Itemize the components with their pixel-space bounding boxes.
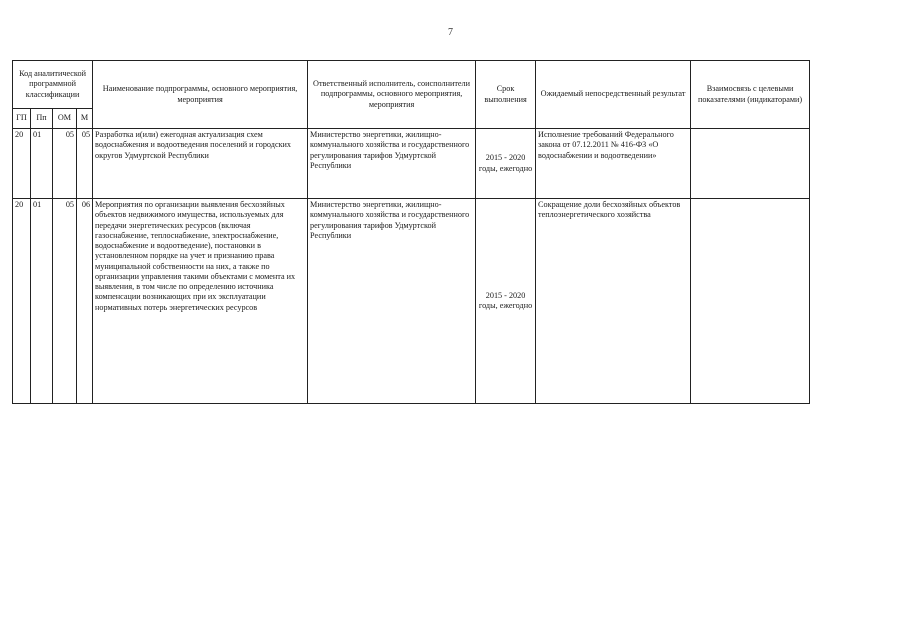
cell-term: 2015 - 2020 годы, ежегодно [476,199,536,404]
header-relation: Взаимосвязь с целевыми показателями (индикаторами) [691,61,810,129]
table-header-row [13,61,810,109]
header-result: Ожидаемый непосредственный результат [536,61,691,129]
cell-gp: 20 [13,129,31,199]
program-activities-table [12,60,810,404]
cell-om: 05 [53,199,77,404]
header-name: Наименование подпрограммы, основного мероприятия, мероприятия [93,61,308,129]
cell-term: 2015 - 2020 годы, ежегодно [476,129,536,199]
cell-pp: 01 [31,129,53,199]
header-code-om: ОМ [53,109,77,129]
table-row [13,199,810,404]
cell-m: 06 [77,199,93,404]
cell-executor: Министерство энергетики, жилищно-коммунального хозяйства и государственного регулирования тарифов Удмуртской Республики [308,199,476,404]
header-executor: Ответственный исполнитель, соисполнители подпрограммы, основного мероприятия, мероприятия [308,61,476,129]
cell-name: Разработка и(или) ежегодная актуализация схем водоснабжения и водоотведения поселений и городских округов Удмуртской Республики [93,129,308,199]
cell-result: Сокращение доли бесхозяйных объектов теплоэнергетического хозяйства [536,199,691,404]
header-code-pp: Пп [31,109,53,129]
header-code-gp: ГП [13,109,31,129]
page-number: 7 [448,27,453,38]
header-code-m: М [77,109,93,129]
cell-relation [691,199,810,404]
cell-om: 05 [53,129,77,199]
table-row [13,129,810,199]
cell-name: Мероприятия по организации выявления бесхозяйных объектов недвижимого имущества, используемых для передачи энергетических ресурсов (включая газоснабжение, теплоснабжение, электроснабжение, водоснабжение и водоотведение), постановки в установленном порядке на учет и признанию права муниципальной собственности на них, а также по организации управления такими объектами с момента их выявления, в том числе по определению источника компенсации возникающих при их эксплуатации нормативных потерь энергетических ресурсов [93,199,308,404]
header-term: Срок выполнения [476,61,536,129]
cell-executor: Министерство энергетики, жилищно-коммунального хозяйства и государственного регулирования тарифов Удмуртской Республики [308,129,476,199]
cell-relation [691,129,810,199]
cell-m: 05 [77,129,93,199]
cell-gp: 20 [13,199,31,404]
header-code-group: Код аналитической программной классификации [13,61,93,109]
cell-result: Исполнение требований Федерального закона от 07.12.2011 № 416-ФЗ «О водоснабжении и водоотведении» [536,129,691,199]
cell-pp: 01 [31,199,53,404]
